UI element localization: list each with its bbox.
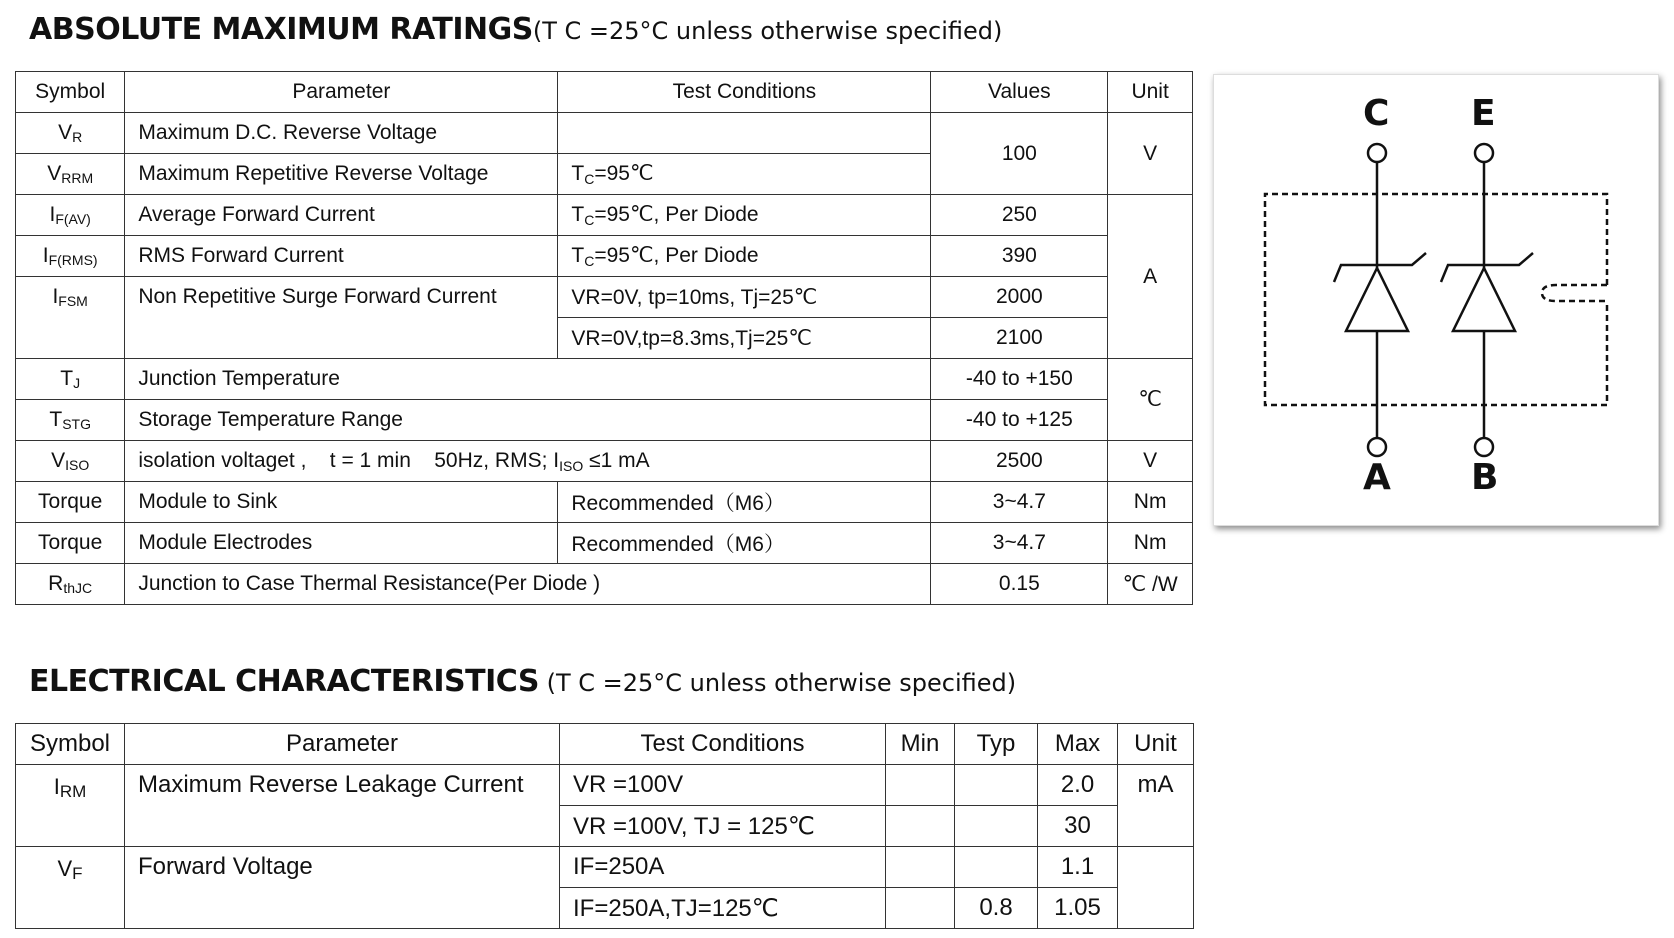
parameter-cell: RMS Forward Current [125,236,558,277]
value-cell: 250 [931,195,1108,236]
symbol-cell: $V_{RRM}$ [16,154,125,195]
ec-title: ELECTRICAL CHARACTERISTICS [29,664,539,699]
table-row [16,359,1193,400]
table-row [16,113,1193,154]
min-cell [886,847,955,888]
col-parameter: Parameter [125,724,560,765]
terminal-a-label: A [1363,457,1391,498]
unit-cell: A [1108,195,1193,359]
parameter-cell: Non Repetitive Surge Forward Current [125,277,558,359]
parameter-cell: Module Electrodes [125,523,558,564]
col-values: Values [931,72,1108,113]
table-row [16,482,1193,523]
value-cell: 0.15 [931,564,1108,605]
conditions-cell: $T_C=95℃$, Per Diode [558,195,931,236]
value-cell: 2000 [931,277,1108,318]
symbol-cell: $I_{FSM}$ [16,277,125,359]
table-row [16,564,1193,605]
symbol-cell: $V_F$ [16,847,125,929]
table-row [16,277,1193,318]
symbol-cell: $I_{F(AV)}$ [16,195,125,236]
table-row [16,523,1193,564]
symbol-cell: $T_{STG}$ [16,400,125,441]
table-header-row [16,72,1193,113]
conditions-cell: VR =100V, TJ = 125℃ [560,806,886,847]
col-symbol: Symbol [16,724,125,765]
conditions-cell: Recommended（M6） [558,523,931,564]
max-cell: 1.1 [1038,847,1118,888]
typ-cell: 0.8 [955,888,1038,929]
table-row [16,195,1193,236]
col-test-conditions: Test Conditions [560,724,886,765]
symbol-cell: $I_{F(RMS)}$ [16,236,125,277]
value-cell: -40 to +150 [931,359,1108,400]
table-row [16,400,1193,441]
max-cell: 30 [1038,806,1118,847]
parameter-cell: Junction to Case Thermal Resistance(Per Diode ) [125,564,931,605]
conditions-cell [558,113,931,154]
symbol-cell: $I_{RM}$ [16,765,125,847]
col-min: Min [886,724,955,765]
table-header-row [16,724,1194,765]
terminal-b-label: B [1471,457,1499,498]
col-unit: Unit [1118,724,1194,765]
parameter-cell: Maximum D.C. Reverse Voltage [125,113,558,154]
electrical-characteristics-table [15,723,1194,929]
parameter-cell: Forward Voltage [125,847,560,929]
amr-subtitle: (T C =25°C unless otherwise specified) [532,17,1003,45]
conditions-cell: VR=0V, tp=10ms, Tj=25℃ [558,277,931,318]
unit-cell: ℃ /W [1108,564,1193,605]
symbol-cell: $V_R$ [16,113,125,154]
min-cell [886,806,955,847]
max-cell: 1.05 [1038,888,1118,929]
symbol-cell: Torque [16,523,125,564]
symbol-cell: $R_{thJC}$ [16,564,125,605]
symbol-cell: Torque [16,482,125,523]
diode-schematic-icon [1214,75,1658,525]
conditions-cell: $T_C=95℃$, Per Diode [558,236,931,277]
typ-cell [955,847,1038,888]
symbol-cell: $T_J$ [16,359,125,400]
symbol-cell: $V_{ISO}$ [16,441,125,482]
min-cell [886,888,955,929]
value-cell: 100 [931,113,1108,195]
unit-cell: mA [1118,765,1194,847]
amr-heading [29,12,1002,47]
col-test-conditions: Test Conditions [558,72,931,113]
typ-cell [955,765,1038,806]
min-cell [886,765,955,806]
col-symbol: Symbol [16,72,125,113]
parameter-cell: Junction Temperature [125,359,931,400]
unit-cell: V [1108,441,1193,482]
conditions-cell: IF=250A [560,847,886,888]
conditions-cell: $T_C=95℃$ [558,154,931,195]
unit-cell: ℃ [1108,359,1193,441]
parameter-cell: Maximum Reverse Leakage Current [125,765,560,847]
unit-cell: Nm [1108,523,1193,564]
parameter-cell: isolation voltaget , t = 1 min 50Hz, RMS; $I_{ISO} \le 1$ mA [125,441,931,482]
conditions-cell: Recommended（M6） [558,482,931,523]
table-row [16,236,1193,277]
value-cell: 3~4.7 [931,523,1108,564]
parameter-cell: Module to Sink [125,482,558,523]
col-parameter: Parameter [125,72,558,113]
col-unit: Unit [1108,72,1193,113]
ec-subtitle: (T C =25°C unless otherwise specified) [538,669,1017,697]
terminal-c-label: C [1363,93,1390,134]
parameter-cell: Storage Temperature Range [125,400,931,441]
col-typ: Typ [955,724,1038,765]
max-cell: 2.0 [1038,765,1118,806]
conditions-cell: VR =100V [560,765,886,806]
value-cell: 390 [931,236,1108,277]
conditions-cell: IF=250A,TJ=125℃ [560,888,886,929]
parameter-cell: Average Forward Current [125,195,558,236]
col-max: Max [1038,724,1118,765]
parameter-cell: Maximum Repetitive Reverse Voltage [125,154,558,195]
table-row [16,847,1194,888]
ec-heading [29,664,1016,699]
absolute-maximum-ratings-table [15,71,1193,605]
unit-cell [1118,847,1194,929]
value-cell: 2100 [931,318,1108,359]
amr-title: ABSOLUTE MAXIMUM RATINGS [29,12,533,47]
typ-cell [955,806,1038,847]
conditions-cell: VR=0V,tp=8.3ms,Tj=25℃ [558,318,931,359]
value-cell: 2500 [931,441,1108,482]
unit-cell: Nm [1108,482,1193,523]
circuit-diagram [1213,74,1659,526]
unit-cell: V [1108,113,1193,195]
value-cell: 3~4.7 [931,482,1108,523]
table-row [16,765,1194,806]
value-cell: -40 to +125 [931,400,1108,441]
terminal-e-label: E [1471,93,1496,134]
table-row [16,441,1193,482]
